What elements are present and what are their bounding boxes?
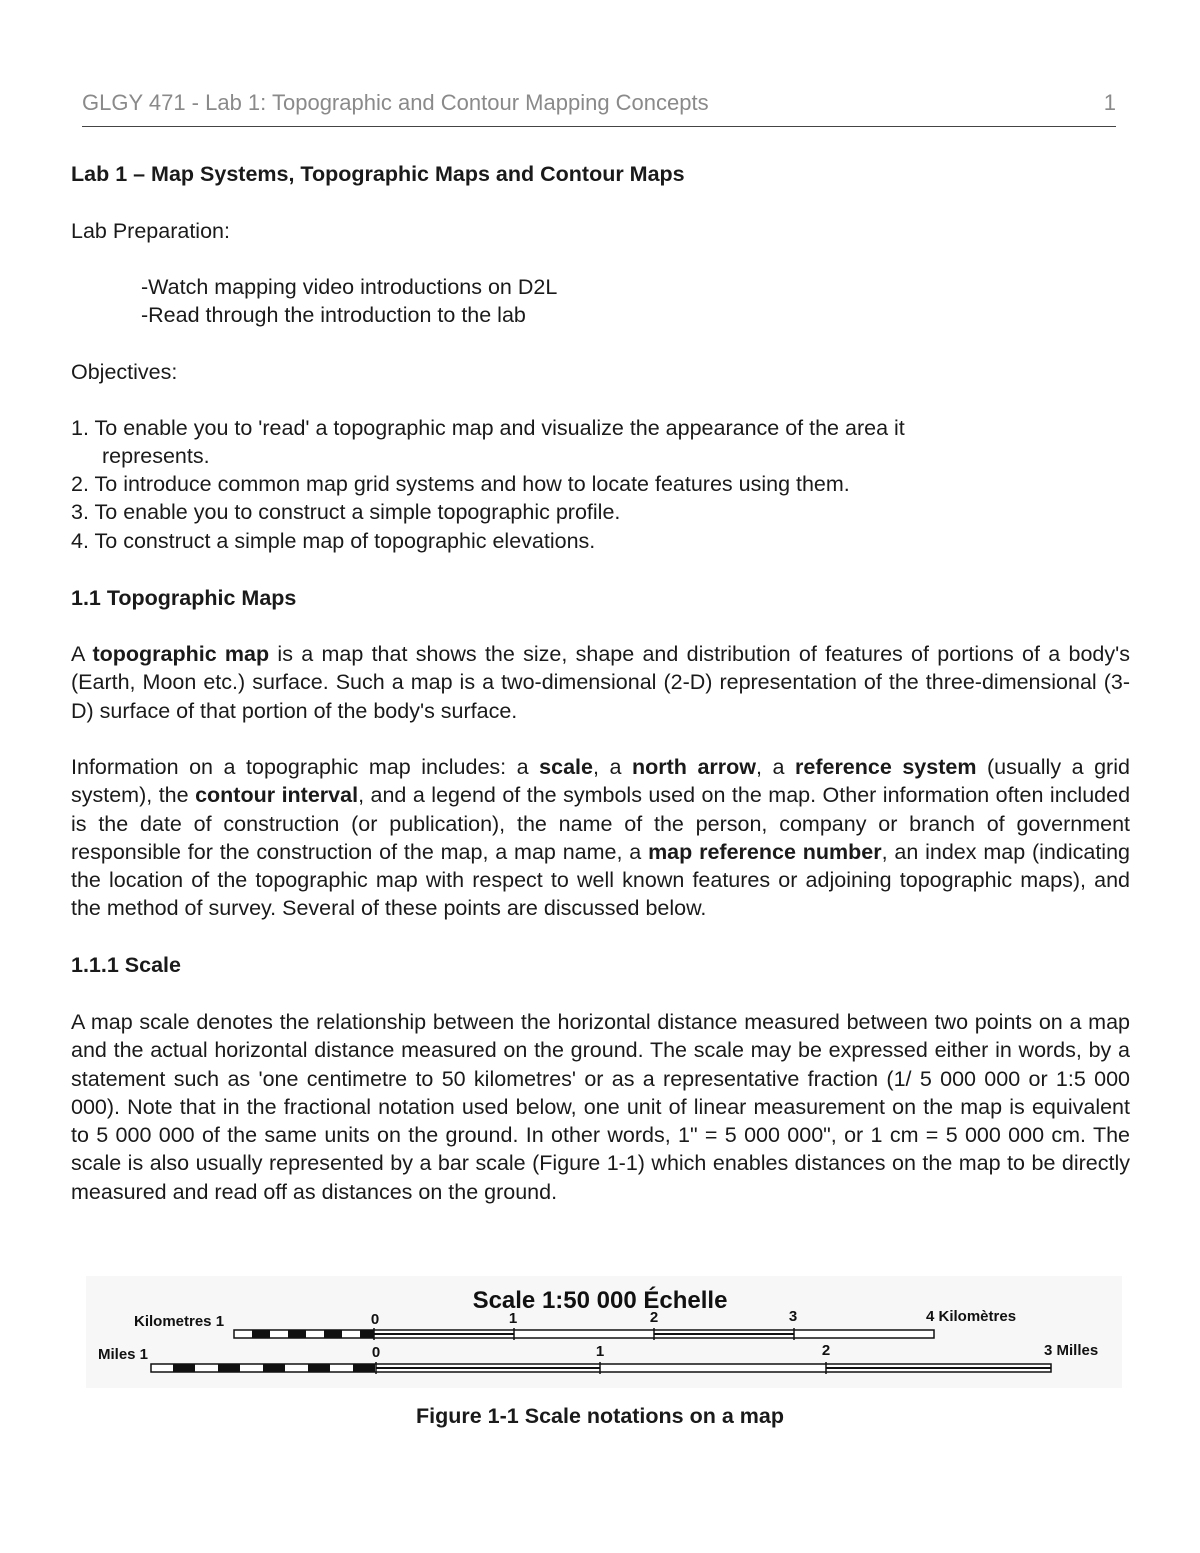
km-tick-label: 3 xyxy=(788,1308,798,1325)
km-right-label: 4 Kilomètres xyxy=(926,1308,1017,1325)
km-tick-label: 1 xyxy=(508,1310,518,1327)
objective-item: 2. To introduce common map grid systems and how to locate features using them. xyxy=(71,472,850,496)
mi-right-label: 3 Milles xyxy=(1044,1342,1099,1359)
text-run: is a map that shows the size, shape and distribution of features of portions of a body's (Earth, Moon etc.) surface. Such a map is a two-dimensional (2-D) representation of the three-dimensional (3-D) surface of that portion of the body's surface. xyxy=(71,642,1130,723)
bold-term: scale xyxy=(539,755,593,779)
text-run: A xyxy=(71,642,93,666)
prep-label: Lab Preparation: xyxy=(71,219,230,243)
running-header xyxy=(82,88,1116,127)
objective-item: 3. To enable you to construct a simple topographic profile. xyxy=(71,500,621,524)
bold-term: north arrow xyxy=(631,755,756,779)
mi-tick-label: 2 xyxy=(821,1342,831,1359)
section-heading-topographic-maps: 1.1 Topographic Maps xyxy=(71,586,297,610)
mi-tick-label: 0 xyxy=(371,1344,381,1361)
objectives-label: Objectives: xyxy=(71,360,178,384)
page-number: 1 xyxy=(1103,90,1116,115)
bold-term: map reference number xyxy=(648,839,882,864)
km-tick-label: 0 xyxy=(370,1311,380,1328)
figure-caption: Figure 1-1 Scale notations on a map xyxy=(416,1404,784,1428)
text-run: , and a legend of the symbols used on the map. Other information often included is the date of construction (or publication), the name of the person, company or branch of government responsible for the construction of the map, a map name, a xyxy=(71,783,1131,864)
document-heading: Lab 1 – Map Systems, Topographic Maps and Contour Maps xyxy=(71,162,685,186)
km-left-label: Kilometres 1 xyxy=(134,1313,225,1330)
section-heading-scale: 1.1.1 Scale xyxy=(71,953,181,977)
prep-item: -Read through the introduction to the lab xyxy=(141,303,526,327)
text-run: , a xyxy=(756,755,795,779)
paragraph-map-information xyxy=(71,753,1130,923)
mi-left-label: Miles 1 xyxy=(98,1346,149,1363)
text-run: Information on a topographic map includes: a xyxy=(71,755,540,779)
text-run: (usually a grid system), the xyxy=(71,755,1130,808)
km-tick-label: 2 xyxy=(649,1309,659,1326)
bar-scale-graphic xyxy=(86,1276,1122,1388)
bold-term: contour interval xyxy=(195,783,359,808)
paragraph-topographic-map-definition xyxy=(71,640,1130,725)
kilometre-bar xyxy=(234,1328,934,1340)
bold-term: reference system xyxy=(795,755,977,779)
text-run: , an index map (indicating the location of the topographic map with respect to well known features or adjoining topographic maps), and the method of survey. Several of these points are discussed below. xyxy=(71,839,1130,921)
paragraph-map-scale: A map scale denotes the relationship between the horizontal distance measured between two points on a map and the actual horizontal distance measured on the ground. The scale may be expressed either in words, by a statement such as 'one centimetre to 50 kilometres' or as a representative fraction (1/ 5 000 000 or 1:5 000 000). Note that in the fractional notation used below, one unit of linear measurement on the map is equivalent to 5 000 000 of the same units on the ground. In other words, 1" = 5 000 000", or 1 cm = 5 000 000 cm. The scale is also usually represented by a bar scale (Figure 1-1) which enables distances on the map to be directly measured and read off as distances on the ground. xyxy=(71,1010,1130,1204)
mi-tick-label: 1 xyxy=(595,1343,605,1360)
scale-title: Scale 1:50 000 Échelle xyxy=(472,1287,728,1314)
header-title: GLGY 471 - Lab 1: Topographic and Contour Mapping Concepts xyxy=(82,90,709,115)
text-run: , a xyxy=(592,755,632,779)
mile-bar xyxy=(151,1362,1051,1374)
bar-scale-figure xyxy=(86,1276,1122,1388)
objective-item: 1. To enable you to 'read' a topographic map and visualize the appearance of the area it xyxy=(71,416,905,440)
objective-item-continuation: represents. xyxy=(102,444,210,468)
objective-item: 4. To construct a simple map of topographic elevations. xyxy=(71,529,596,553)
bold-term: topographic map xyxy=(92,642,270,666)
prep-item: -Watch mapping video introductions on D2L xyxy=(141,275,558,299)
